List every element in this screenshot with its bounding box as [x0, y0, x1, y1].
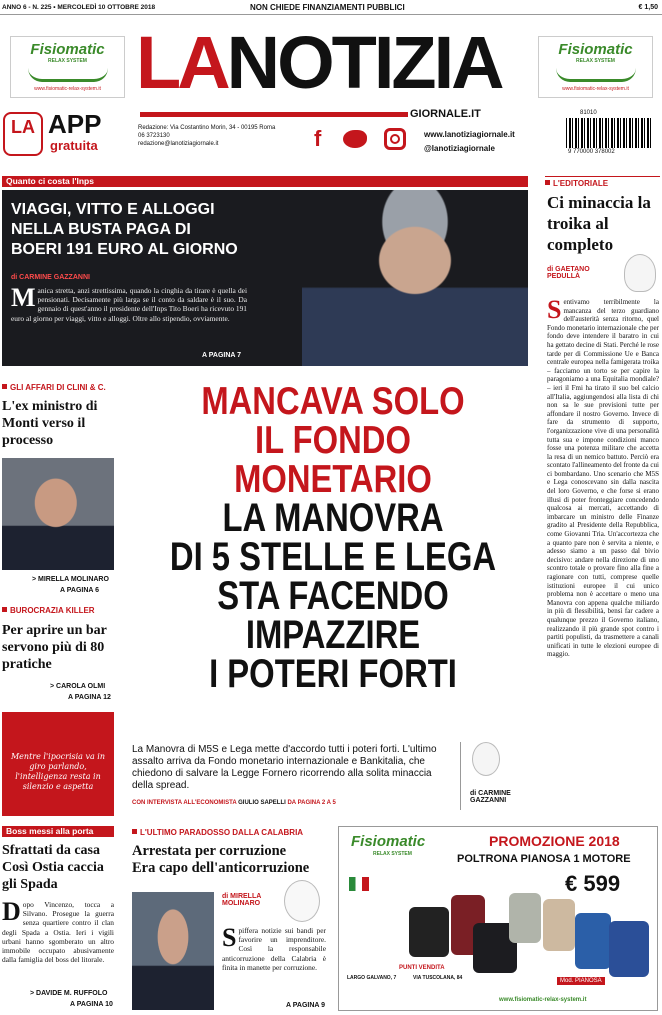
logo-notizia: NOTIZIA [226, 21, 502, 104]
ad-brand: Fisiomatic [558, 41, 633, 58]
promo-sale: PUNTI VENDITA [399, 965, 445, 971]
main-red-2: IL FONDO [255, 419, 411, 462]
barcode-number: 9 770000 378002 [568, 149, 615, 155]
barcode-top: 81010 [580, 110, 597, 116]
bottom-author: di MIRELLA MOLINARO [222, 893, 262, 907]
main-divider [460, 742, 461, 810]
chair-1 [409, 907, 449, 957]
lead-body: Manica stretta, anzi strettissima, quando la cinghia da tirare è quella dei pensionati. Decisamente più larga se il conto da saldare è il suo. Da gennaio di quest'anno il presidente dell'Inps Tito Boeri ha ricevuto 191 euro al giorno per viaggi, vitto e alloggi. Oltre allo stipendio, ovviamente. [11, 283, 247, 323]
lead-author: di CARMINE GAZZANNI [11, 274, 90, 281]
top-divider [0, 14, 662, 15]
barcode [566, 118, 652, 148]
side1-title[interactable]: L'ex ministro di Monti verso il processo [2, 399, 98, 448]
lead-kicker: Quanto ci costa l'Inps [2, 176, 528, 187]
instagram-icon[interactable] [384, 128, 406, 150]
molinaro-sketch [284, 880, 320, 922]
clini-photo [2, 458, 114, 570]
editorial-body: Sentivamo terribilmente la mancanza del terzo guardiano dell'austerità senza ritorno, quel Fondo monetario internazionale che per fondo deve intendere il baratro in cui ha gettato decine di Stati. Perché le rose tarde per di Commissione Ue e Banca centrale europea nella famigerata troika – facciamo un torto se per capire la paragoniamo a una Equitalia mondiale? – ieri il Fmi ha tirato il suo bel calcio all'Italia, aggiungendosi alla lista di chi non sa le sue previsioni tutte per affondare il nostro Governo. Invece di fare da strumento di supporto, l'organizzazione vive di una personalità tutta sua e impone condizioni manco fosse una potenza militare che accetta la resa di un nemico battuto. Perciò era scontato l'allineamento del fronte da cui ci bombardano. Uno scenario che M5S e Lega conoscevano sin dalla nascita del loro Governo, e che forse si erano illusi di poter fronteggiare concedendo qualcosa ai mercati, accettando di imbarcare un ministro delle Finanze gradito al Presidente della Repubblica, come Giovanni Tria. Un'accortezza che a quanto pare non è servita a niente, e adesso siamo a un passo dal bivio decisivo: andare nella direzione di uno scontro totale o provare fino alla fine a ragionare con tutti, comprese quelle istituzioni europee il cui unico problema non è accettare o meno una Manovra con appena qualche miliardo in più di flessibilità, bensì far cadere a qualunque prezzo il Governo italiano, realizzando il più grande spot contro i partiti populisti, da trasmettere a canali unificati in tutte le elezioni europee di maggio. [547, 298, 659, 659]
promo-shop-2: VIA TUSCOLANA, 84 [413, 975, 463, 981]
app-logo-icon[interactable]: LA [3, 112, 43, 156]
email: redazione@lanotiziagiornale.it [138, 141, 219, 147]
side4-kicker: Boss messi alla porta [2, 826, 114, 837]
promo-ad[interactable] [338, 826, 658, 1011]
gazzanni-sketch [472, 742, 500, 776]
side2-kicker: BUROCRAZIA KILLER [2, 606, 95, 615]
quote-text: Mentre l'ipocrisia va in giro parlando, l'intelligenza resta in silenzio e aspetta [10, 752, 106, 791]
app-label: APP [48, 109, 102, 139]
side4-author: > DAVIDE M. RUFFOLO [30, 990, 108, 997]
side4-title[interactable]: Sfrattati da casa Così Ostia caccia gli Spada [2, 843, 104, 892]
masthead-rule [140, 112, 408, 117]
chair-4 [509, 893, 541, 943]
promo-shop-1: LARGO GALVANO, 7 [347, 975, 397, 981]
main-black-2: DI 5 STELLE E LEGA [169, 535, 497, 579]
bottom-title-1[interactable]: Arrestata per corruzione [132, 843, 287, 859]
issue-info: ANNO 6 - N. 225 • MERCOLEDÌ 10 OTTOBRE 2018 [2, 4, 156, 11]
facebook-icon[interactable]: f [314, 126, 322, 151]
masthead-logo [136, 20, 502, 106]
lead-title[interactable]: VIAGGI, VITTO E ALLOGGI NELLA BUSTA PAGA DI BOERI 191 EURO AL GIORNO [11, 201, 238, 258]
ad-car-icon [28, 68, 108, 82]
top-left-ad[interactable] [10, 36, 125, 98]
main-summary: La Manovra di M5S e Lega mette d'accordo tutti i poteri forti. L'ultimo assalto arriva da Fondo monetario internazionale e Bankitalia, che chiedono di salvare la Legge Fornero ricorrendo alla solita minaccia della spread. [132, 744, 437, 791]
chair-5 [543, 899, 575, 951]
app-sub: gratuita [50, 138, 98, 153]
editorial-title[interactable]: Ci minaccia la troika al completo [547, 193, 651, 254]
bottom-page: A PAGINA 9 [286, 1002, 326, 1009]
side1-page: A PAGINA 6 [60, 587, 100, 594]
twitter-icon[interactable] [343, 130, 367, 148]
bottom-kicker: L'ULTIMO PARADOSSO DALLA CALABRIA [132, 828, 303, 837]
side1-kicker: GLI AFFARI DI CLINI & C. [2, 383, 106, 392]
lead-box[interactable] [2, 190, 528, 366]
quote-box [2, 712, 114, 816]
ad-brand-sub: RELAX SYSTEM [576, 58, 615, 64]
side4-body: Dopo Vincenzo, tocca a Silvano. Prosegue la guerra senza quartiere contro il clan degli Spada a Ostia. Ieri i vigili urbani hanno sgomberato un altro immobile occupato abusivamente dalla famiglia del boss del litorale. [2, 897, 114, 965]
address: Redazione: Via Costantino Morin, 34 - 00195 Roma [138, 125, 276, 131]
funding-notice: NON CHIEDE FINANZIAMENTI PUBBLICI [250, 3, 405, 12]
ad-site: www.fisiomatic-relax-system.it [562, 86, 629, 92]
main-black-4: IMPAZZIRE [245, 613, 421, 657]
editorial-kicker: L'EDITORIALE [545, 179, 608, 188]
main-black-3: STA FACENDO [217, 574, 449, 618]
boeri-photo [302, 190, 528, 366]
main-red-1: MANCAVA SOLO [201, 380, 465, 423]
ad-car-icon [556, 68, 636, 82]
promo-model: Mod. PIANOSA [557, 977, 605, 985]
website[interactable]: www.lanotiziagiornale.it [424, 130, 515, 139]
pedulla-sketch [624, 254, 656, 292]
logo-la: LA [136, 21, 227, 104]
main-interview[interactable]: CON INTERVISTA ALL'ECONOMISTA GIULIO SAPELLI DA PAGINA 2 A 5 [132, 800, 336, 806]
promo-brand: Fisiomatic [351, 833, 426, 850]
bottom-photo [132, 892, 214, 1010]
main-red-3: MONETARIO [234, 458, 432, 501]
phone: 06 3723130 [138, 133, 170, 139]
price: € 1,50 [638, 4, 658, 11]
ad-site: www.fisiomatic-relax-system.it [34, 86, 101, 92]
editorial-author: di GAETANO PEDULLÀ [547, 266, 590, 280]
ad-brand: Fisiomatic [30, 41, 105, 58]
chair-7 [609, 921, 649, 977]
ad-brand-sub: RELAX SYSTEM [48, 58, 87, 64]
promo-price: € 599 [565, 871, 621, 896]
side1-author: > MIRELLA MOLINARO [32, 576, 109, 583]
main-author: di CARMINE GAZZANNI [470, 790, 511, 804]
editorial-rule [545, 176, 660, 177]
lead-page: A PAGINA 7 [202, 352, 242, 359]
side2-author: > CAROLA OLMI [50, 683, 106, 690]
giornale-it: GIORNALE.IT [410, 108, 481, 120]
social-handle[interactable]: @lanotiziagiornale [424, 144, 495, 153]
side2-page: A PAGINA 12 [68, 694, 111, 701]
italy-flag-icon [349, 877, 369, 891]
top-right-ad[interactable] [538, 36, 653, 98]
main-headline[interactable] [128, 382, 538, 694]
chair-6 [575, 913, 611, 969]
bottom-body: Spiffera notizie sui bandi per favorire un imprenditore. Così la responsabile anticorruzione della Calabria è finita in manette per corruzione. [222, 923, 326, 972]
promo-title: PROMOZIONE 2018 [489, 833, 620, 849]
main-black-1: LA MANOVRA [222, 496, 444, 540]
promo-site: www.fisiomatic-relax-system.it [499, 997, 587, 1003]
side4-page: A PAGINA 10 [70, 1001, 113, 1008]
bottom-title-2[interactable]: Era capo dell'anticorruzione [132, 860, 310, 876]
side2-title[interactable]: Per aprire un bar servono più di 80 pratiche [2, 623, 107, 672]
main-black-5: I POTERI FORTI [209, 652, 457, 696]
promo-product: POLTRONA PIANOSA 1 MOTORE [457, 853, 631, 865]
contacts [138, 124, 308, 148]
promo-brand-sub: RELAX SYSTEM [373, 851, 412, 857]
